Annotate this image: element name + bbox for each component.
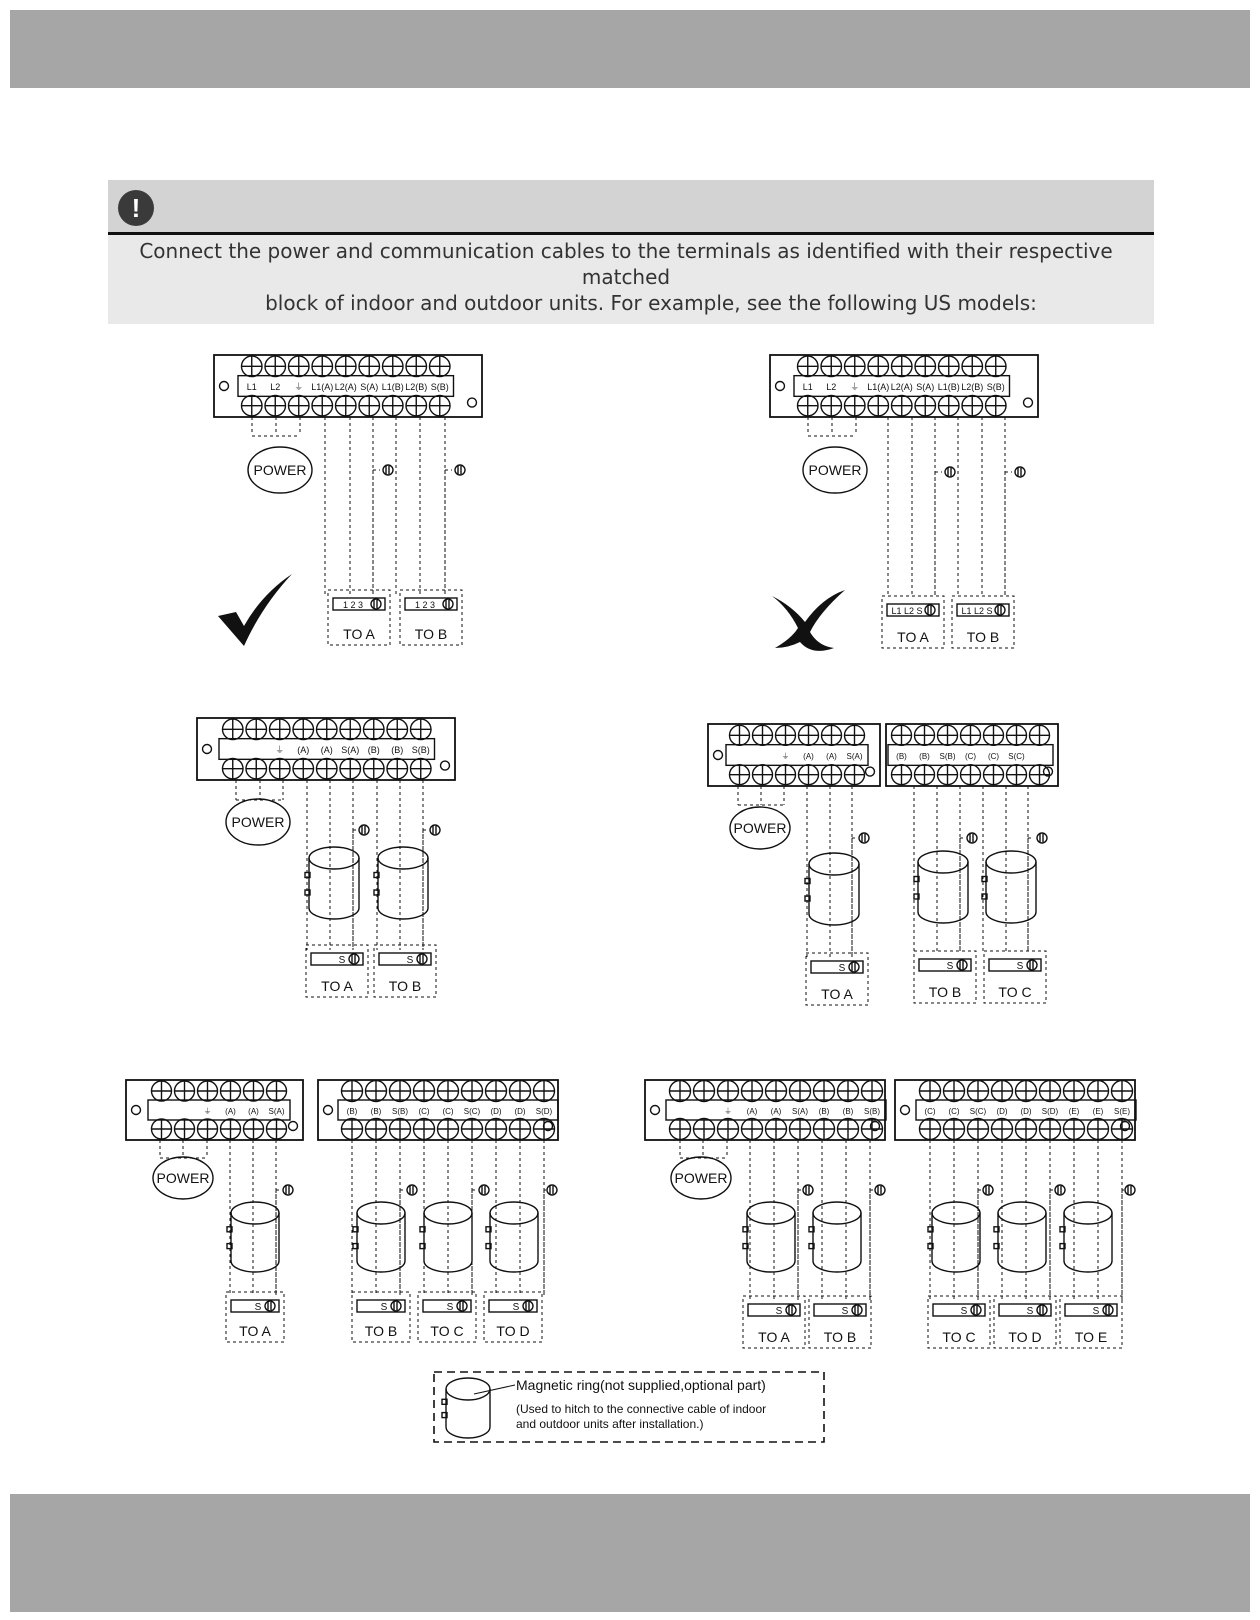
ground-icon — [547, 1185, 557, 1195]
terminal-label: (C) — [418, 1107, 430, 1116]
ground-icon — [983, 1185, 993, 1195]
ground-icon — [1037, 1305, 1047, 1315]
terminal-label: L1(A) — [311, 382, 334, 392]
unit-terminal-label: S — [775, 1306, 783, 1317]
terminal-label: L2 — [270, 382, 281, 392]
terminal-label: L2(B) — [405, 382, 428, 392]
magnetic-ring — [378, 847, 428, 869]
unit-terminal-label: 1 2 3 — [414, 600, 436, 610]
unit-terminal-label: S — [946, 961, 954, 972]
ground-icon — [786, 1305, 796, 1315]
ground-icon — [359, 825, 369, 835]
magnetic-ring — [446, 1378, 490, 1400]
terminal-label: S(B) — [986, 382, 1005, 392]
terminal-label: S(A) — [360, 382, 379, 392]
unit-target-label: TO B — [414, 626, 448, 642]
unit-target-label: TO D — [1008, 1329, 1042, 1345]
unit-terminal-label: S — [1092, 1306, 1100, 1317]
mounting-hole — [324, 1106, 333, 1115]
ground-icon — [457, 1301, 467, 1311]
ground-icon — [417, 954, 427, 964]
mounting-hole — [220, 382, 229, 391]
terminal-label: L1(A) — [867, 382, 890, 392]
ground-icon — [391, 1301, 401, 1311]
terminal-label: (C) — [924, 1107, 936, 1116]
unit-terminal-label: S — [1026, 1306, 1034, 1317]
unit-target-label: TO A — [758, 1329, 790, 1345]
unit-terminal-label: S — [512, 1302, 520, 1313]
terminal-label: L1(B) — [937, 382, 960, 392]
magnetic-ring — [309, 847, 359, 869]
power-label: POWER — [156, 1170, 210, 1186]
unit-terminal-label: S — [380, 1302, 388, 1313]
unit-target-label: TO A — [897, 629, 929, 645]
terminal-label: (B) — [391, 745, 404, 755]
terminal-label: (A) — [225, 1107, 236, 1116]
unit-terminal-label: S — [406, 955, 414, 966]
unit-target-label: TO D — [496, 1323, 530, 1339]
mounting-hole — [714, 751, 723, 760]
power-label: POWER — [231, 814, 285, 830]
unit-target-label: TO A — [321, 978, 353, 994]
unit-target-label: TO B — [928, 984, 962, 1000]
terminal-label: S(B) — [430, 382, 449, 392]
terminal-label: (E) — [1092, 1107, 1104, 1116]
mounting-hole — [651, 1106, 660, 1115]
check-icon — [218, 574, 292, 646]
ground-icon — [1125, 1185, 1135, 1195]
unit-terminal-label: S — [1016, 961, 1024, 972]
power-label: POWER — [733, 820, 787, 836]
mounting-hole — [441, 761, 450, 770]
terminal-label: S(B) — [392, 1107, 408, 1116]
terminal-label: L2(A) — [890, 382, 913, 392]
unit-target-label: TO E — [1074, 1329, 1108, 1345]
exclamation-icon: ! — [118, 190, 154, 226]
magnetic-ring — [357, 1202, 405, 1224]
terminal-label: S(E) — [1114, 1107, 1130, 1116]
ground-icon — [957, 960, 967, 970]
ground-icon — [1055, 1185, 1065, 1195]
ground-icon — [803, 1185, 813, 1195]
notice-line-2: block of indoor and outdoor units. For example, see the following US models: — [265, 291, 1037, 315]
terminal-label: (A) — [320, 745, 333, 755]
terminal-label: S(B) — [939, 752, 956, 761]
unit-target-label: TO A — [239, 1323, 271, 1339]
terminal-label: S(C) — [1008, 752, 1025, 761]
magnetic-ring — [1064, 1202, 1112, 1224]
terminal-label: (A) — [746, 1107, 758, 1116]
legend-line-2: and outdoor units after installation.) — [516, 1417, 704, 1431]
unit-terminal-label: S — [960, 1306, 968, 1317]
ground-icon — [479, 1185, 489, 1195]
cross-icon — [772, 590, 845, 651]
terminal-label: S(B) — [864, 1107, 880, 1116]
unit-target-label: TO A — [821, 986, 853, 1002]
terminal-label: (B) — [919, 752, 930, 761]
unit-target-label: TO C — [998, 984, 1032, 1000]
ground-icon — [945, 467, 955, 477]
ground-icon — [859, 833, 869, 843]
terminal-label: (A) — [826, 752, 837, 761]
mounting-hole — [132, 1106, 141, 1115]
unit-target-label: TO A — [343, 626, 375, 642]
ground-icon — [967, 833, 977, 843]
terminal-label: (E) — [1068, 1107, 1080, 1116]
ground-icon — [523, 1301, 533, 1311]
magnetic-ring — [813, 1202, 861, 1224]
terminal-label: L1(B) — [381, 382, 404, 392]
terminal-label: (A) — [297, 745, 310, 755]
terminal-label: (B) — [896, 752, 907, 761]
terminal-label: ⏚ — [850, 382, 860, 392]
terminal-label: S(C) — [969, 1107, 987, 1116]
terminal-label: S(B) — [411, 745, 430, 755]
terminal-label: (B) — [818, 1107, 830, 1116]
unit-terminal-label: L1 L2 S — [891, 606, 923, 616]
unit-target-label: TO C — [430, 1323, 464, 1339]
ground-icon — [265, 1301, 275, 1311]
mounting-hole — [203, 745, 212, 754]
terminal-label: ⏚ — [724, 1107, 732, 1116]
terminal-label: (B) — [842, 1107, 854, 1116]
terminal-label: S(A) — [341, 745, 360, 755]
terminal-label: (B) — [370, 1107, 382, 1116]
unit-terminal-label: S — [841, 1306, 849, 1317]
ground-icon — [971, 1305, 981, 1315]
ground-icon — [455, 465, 465, 475]
power-label: POWER — [808, 462, 862, 478]
terminal-label: (D) — [514, 1107, 526, 1116]
unit-target-label: TO B — [966, 629, 1000, 645]
terminal-label: (C) — [987, 752, 1000, 761]
terminal-label: L1 — [246, 382, 257, 392]
terminal-label: ⏚ — [203, 1107, 212, 1116]
terminal-label: S(D) — [1041, 1107, 1059, 1116]
ground-icon — [430, 825, 440, 835]
terminal-label: S(D) — [535, 1107, 553, 1116]
ground-icon — [407, 1185, 417, 1195]
mounting-hole — [866, 767, 875, 776]
ground-icon — [849, 962, 859, 972]
unit-target-label: TO B — [388, 978, 422, 994]
terminal-label: (A) — [770, 1107, 782, 1116]
unit-terminal-label: 1 2 3 — [342, 600, 364, 610]
power-label: POWER — [253, 462, 307, 478]
terminal-label: L2(B) — [961, 382, 984, 392]
terminal-label: (B) — [346, 1107, 358, 1116]
terminal-label: S(A) — [792, 1107, 808, 1116]
legend-line-1: (Used to hitch to the connective cable of indoor — [516, 1402, 767, 1416]
terminal-label: ⏚ — [275, 745, 285, 755]
ground-icon — [852, 1305, 862, 1315]
legend-title: Magnetic ring(not supplied,optional part) — [516, 1377, 766, 1393]
ground-icon — [875, 1185, 885, 1195]
magnetic-ring — [490, 1202, 538, 1224]
ground-icon — [443, 599, 453, 609]
unit-terminal-label: S — [838, 963, 846, 974]
footer-band — [10, 1494, 1250, 1612]
terminal-label: (D) — [996, 1107, 1008, 1116]
terminal-label: L2(A) — [334, 382, 357, 392]
terminal-label: S(A) — [268, 1107, 285, 1116]
ground-icon — [371, 599, 381, 609]
mounting-hole — [468, 398, 477, 407]
ground-icon — [995, 605, 1005, 615]
unit-terminal-label: S — [446, 1302, 454, 1313]
terminal-label: (D) — [490, 1107, 502, 1116]
unit-target-label: TO B — [364, 1323, 398, 1339]
magnetic-ring — [998, 1202, 1046, 1224]
terminal-label: (A) — [248, 1107, 259, 1116]
terminal-label: (A) — [803, 752, 814, 761]
unit-target-label: TO B — [823, 1329, 857, 1345]
mounting-hole — [289, 1122, 298, 1131]
terminal-label: ⏚ — [781, 752, 790, 761]
unit-terminal-label: S — [338, 955, 346, 966]
unit-terminal-label: L1 L2 S — [961, 606, 993, 616]
magnetic-ring — [932, 1202, 980, 1224]
mounting-hole — [776, 382, 785, 391]
ground-icon — [1103, 1305, 1113, 1315]
terminal-label: (B) — [367, 745, 380, 755]
magnetic-ring — [747, 1202, 795, 1224]
ground-icon — [349, 954, 359, 964]
terminal-label: (C) — [964, 752, 977, 761]
ground-icon — [1015, 467, 1025, 477]
unit-terminal-label: S — [254, 1302, 262, 1313]
terminal-label: ⏚ — [294, 382, 304, 392]
magnetic-ring — [231, 1202, 279, 1224]
ground-icon — [1027, 960, 1037, 970]
power-label: POWER — [674, 1170, 728, 1186]
mounting-hole — [901, 1106, 910, 1115]
legend-leader — [474, 1385, 515, 1394]
ground-icon — [925, 605, 935, 615]
terminal-label: L1 — [802, 382, 813, 392]
terminal-label: (D) — [1020, 1107, 1032, 1116]
terminal-label: S(A) — [916, 382, 935, 392]
mounting-hole — [1024, 398, 1033, 407]
ground-icon — [283, 1185, 293, 1195]
terminal-label: L2 — [826, 382, 837, 392]
terminal-label: S(A) — [846, 752, 863, 761]
ground-icon — [383, 465, 393, 475]
terminal-label: (C) — [442, 1107, 454, 1116]
terminal-label: (C) — [948, 1107, 960, 1116]
ground-icon — [1037, 833, 1047, 843]
terminal-label: S(C) — [463, 1107, 481, 1116]
notice-line-1: Connect the power and communication cables to the terminals as identified with their respective matched — [139, 239, 1113, 289]
unit-target-label: TO C — [942, 1329, 976, 1345]
